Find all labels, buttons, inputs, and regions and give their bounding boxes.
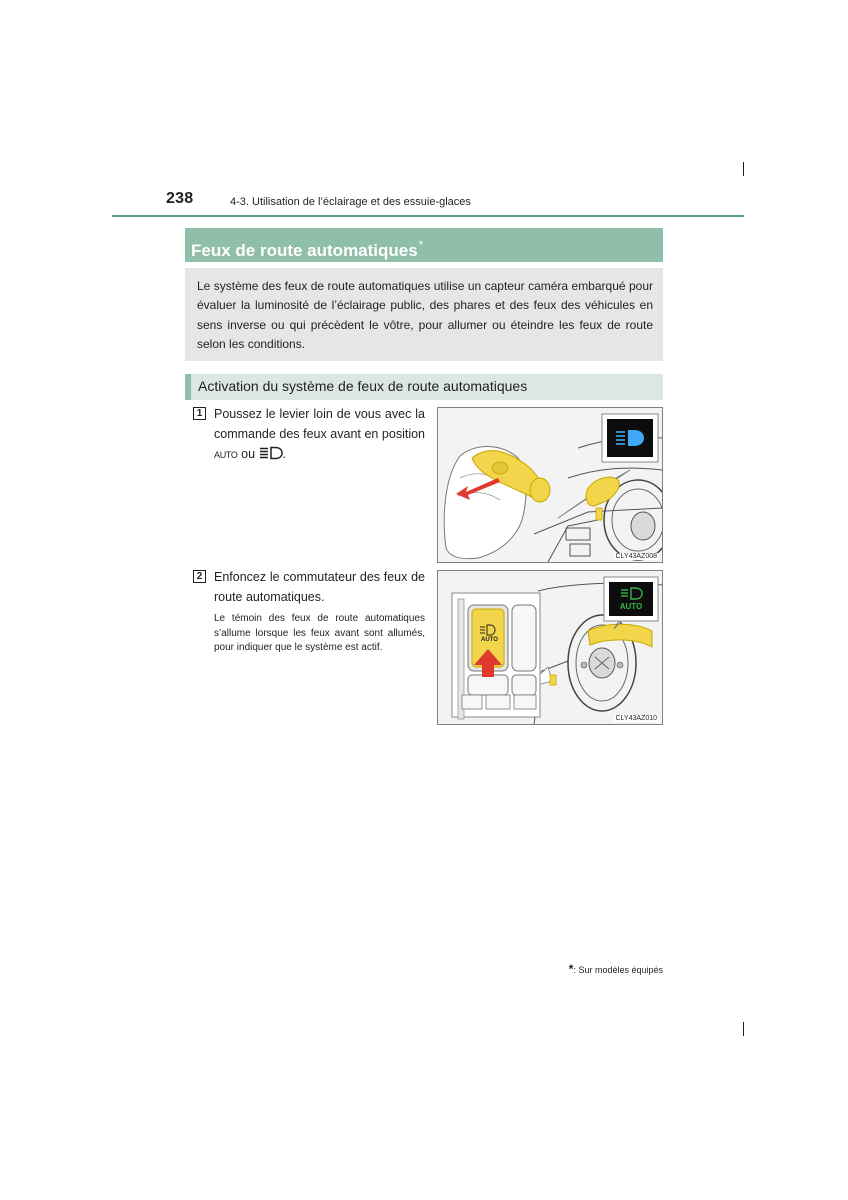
chapter-title: 4-3. Utilisation de l’éclairage et des essuie-glaces [230, 196, 471, 208]
step-1-connector: ou [241, 447, 256, 461]
step-1-text-main: Poussez le levier loin de vous avec la commande des feux avant en position [214, 407, 425, 441]
header-rule [112, 215, 744, 217]
indicator-high-beam-blue-icon [607, 419, 653, 457]
step-number-2: 2 [193, 570, 206, 583]
crop-mark-top [743, 162, 744, 176]
step-1-text [214, 404, 425, 466]
figure-lever-push [437, 407, 663, 563]
intro-box: Le système des feux de route automatiques utilise un capteur caméra embarqué pour évaluer la luminosité de l’éclairage public, des phares et des feux des véhicules en sens inverse ou qui précèdent le vôtre, pour allumer ou éteindre les feux de route selon les conditions. [185, 268, 663, 361]
subsection-title: Activation du système de feux de route automatiques [185, 374, 663, 400]
step-2-text: Enfoncez le commutateur des feux de route automatiques. [214, 570, 425, 604]
figure-code-2: CLY43AZ010 [615, 715, 657, 722]
figure-switch-press [437, 570, 663, 725]
section-title [185, 228, 663, 262]
figure-code-1: CLY43AZ008 [615, 553, 657, 560]
page-number: 238 [166, 190, 194, 207]
indicator-auto-text: AUTO [619, 602, 643, 611]
switch-auto-label: AUTO [481, 637, 498, 643]
auto-position-label: AUTO [214, 450, 238, 460]
high-beam-icon [259, 446, 283, 466]
section-title-text: Feux de route automatiques [191, 241, 418, 260]
crop-mark-bottom [743, 1022, 744, 1036]
step-1-text-end: . [282, 447, 286, 461]
footnote-text: : Sur modèles équipés [573, 965, 663, 975]
footnote-marker: * [568, 962, 574, 976]
indicator-auto-high-beam-green-icon [609, 582, 653, 616]
asterisk-marker: * [418, 239, 423, 251]
step-2-note: Le témoin des feux de route automatiques s’allume lorsque les feux avant sont allumés, pour indiquer que le système est actif. [214, 613, 425, 653]
footnote [569, 962, 663, 976]
step-number-1: 1 [193, 407, 206, 420]
